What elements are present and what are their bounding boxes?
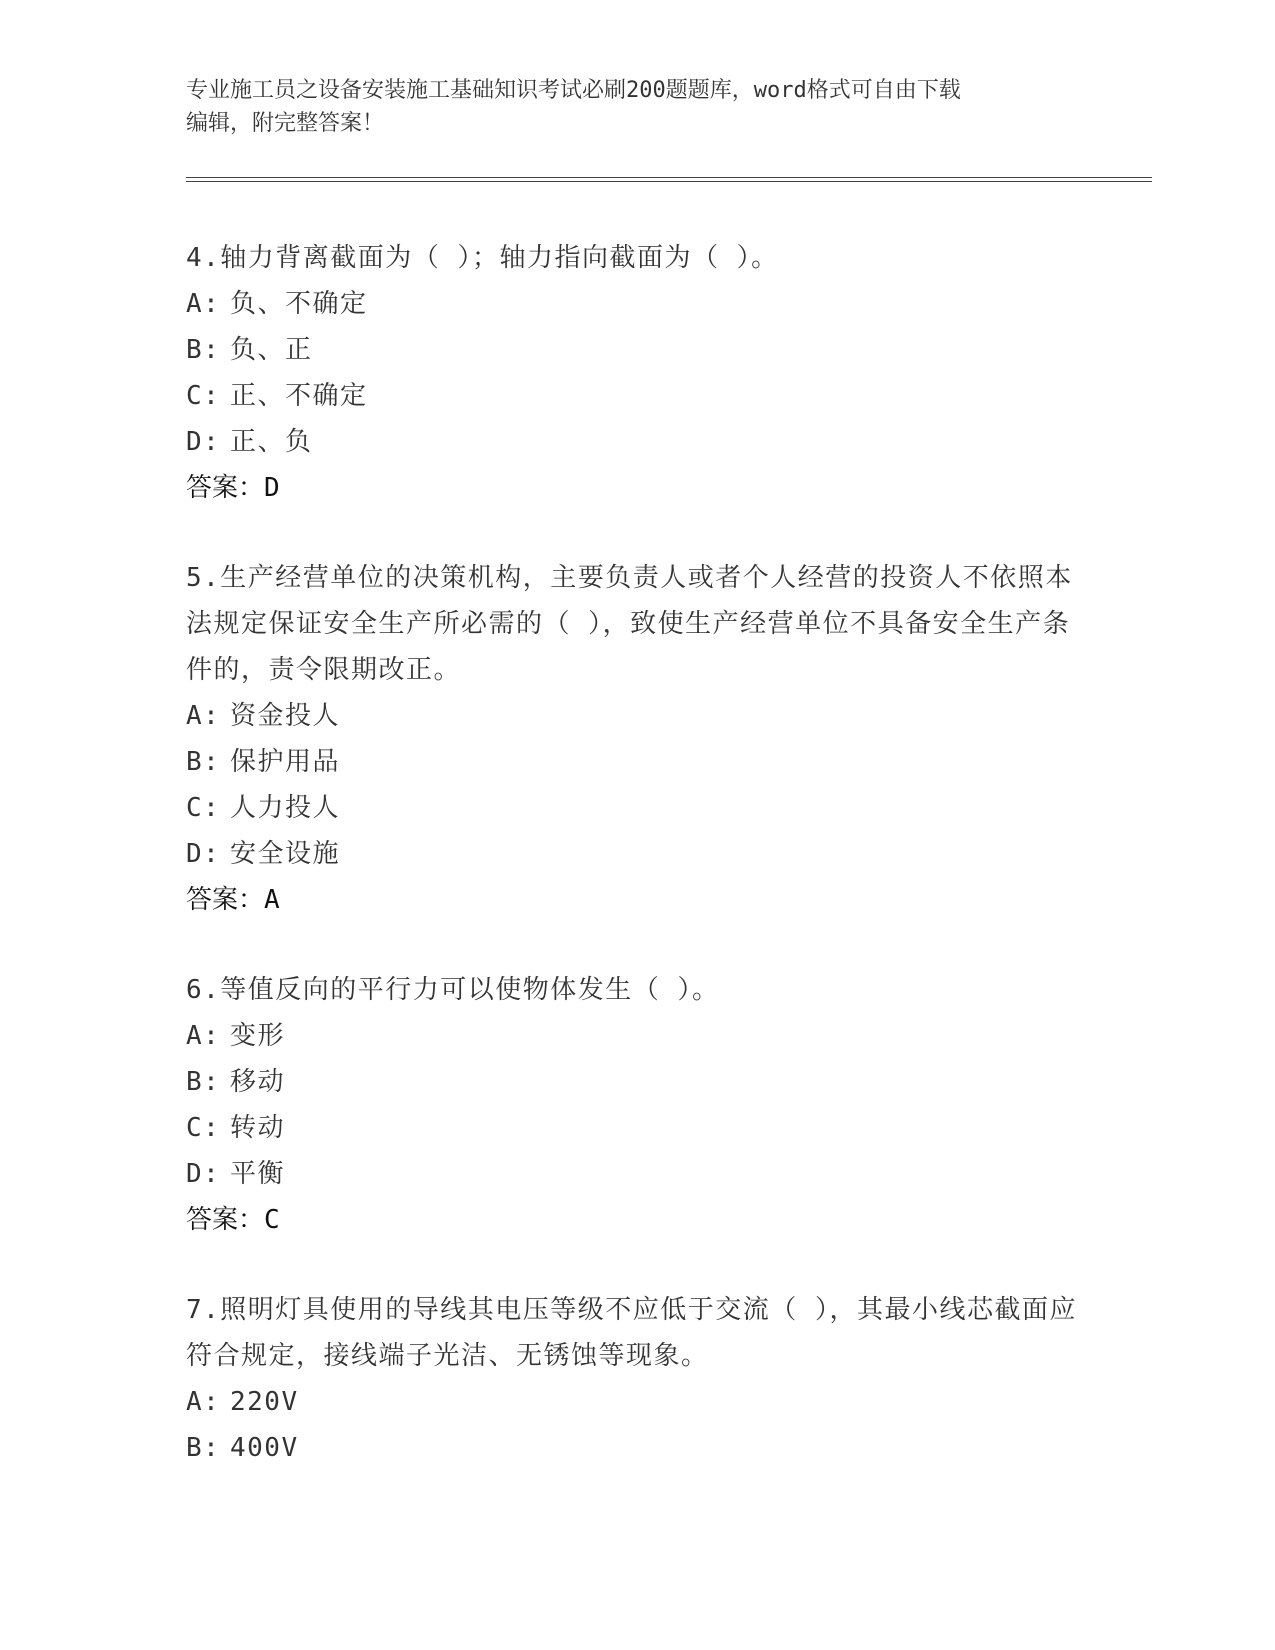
option-d: D: 正、负 — [186, 427, 313, 457]
option-b: B: 移动 — [186, 1067, 286, 1097]
option-a: A: 变形 — [186, 1021, 286, 1051]
question-4 — [186, 235, 1086, 511]
answer-label: 答案： — [186, 885, 265, 915]
question-stem: 5.生产经营单位的决策机构，主要负责人或者个人经营的投资人不依照本法规定保证安全生产所必需的（ ），致使生产经营单位不具备安全生产条件的，责令限期改正。 — [186, 563, 1073, 685]
answer-value: A — [264, 885, 280, 915]
option-a: A: 资金投人 — [186, 701, 341, 731]
question-stem: 4.轴力背离截面为（ ）；轴力指向截面为（ ）。 — [186, 243, 779, 273]
header-line-1: 专业施工员之设备安装施工基础知识考试必刷200题题库，word格式可自由下载 — [186, 78, 961, 103]
header-divider-bottom — [186, 181, 1152, 182]
answer-value: C — [264, 1205, 280, 1235]
answer-label: 答案： — [186, 473, 265, 503]
option-c: C: 人力投人 — [186, 793, 341, 823]
option-b: B: 400V — [186, 1433, 299, 1463]
option-d: D: 安全设施 — [186, 839, 341, 869]
question-stem: 6.等值反向的平行力可以使物体发生（ ）。 — [186, 975, 720, 1005]
question-7 — [186, 1287, 1086, 1471]
option-a: A: 负、不确定 — [186, 289, 368, 319]
question-stem: 7.照明灯具使用的导线其电压等级不应低于交流（ ），其最小线芯截面应符合规定，接线端子光洁、无锈蚀等现象。 — [186, 1295, 1077, 1371]
option-b: B: 保护用品 — [186, 747, 341, 777]
answer-line — [186, 1197, 1086, 1243]
option-b: B: 负、正 — [186, 335, 313, 365]
answer-label: 答案： — [186, 1205, 265, 1235]
answer-line — [186, 877, 1086, 923]
document-header — [186, 74, 1066, 140]
question-6 — [186, 967, 1086, 1243]
answer-value: D — [264, 473, 280, 503]
option-c: C: 正、不确定 — [186, 381, 368, 411]
option-a: A: 220V — [186, 1387, 299, 1417]
header-divider-top — [186, 177, 1152, 178]
question-5 — [186, 555, 1086, 923]
option-d: D: 平衡 — [186, 1159, 286, 1189]
header-line-2: 编辑，附完整答案！ — [186, 111, 385, 136]
question-list — [186, 235, 1086, 1515]
answer-line — [186, 465, 1086, 511]
option-c: C: 转动 — [186, 1113, 286, 1143]
